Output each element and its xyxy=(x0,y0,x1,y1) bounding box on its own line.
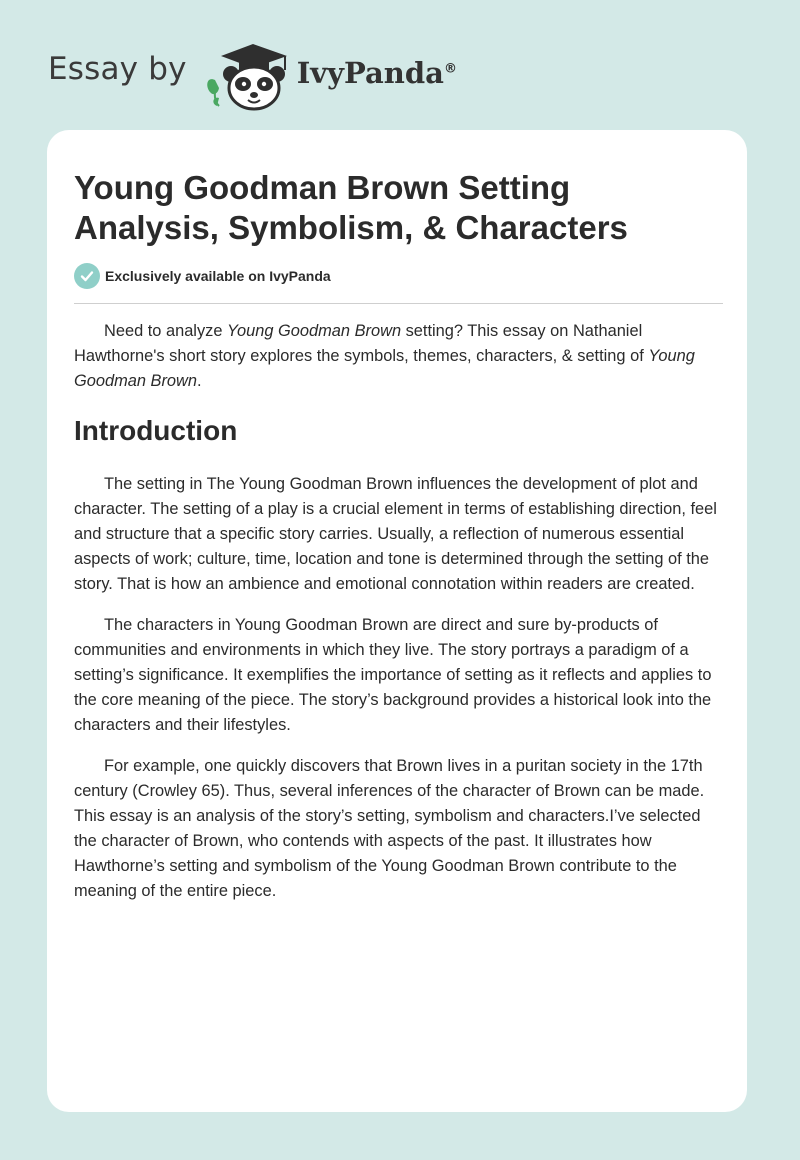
check-circle-icon xyxy=(74,263,100,289)
work-title: Young Goodman Brown xyxy=(74,347,695,390)
essay-card xyxy=(47,130,747,1112)
body-paragraph: The characters in Young Goodman Brown are direct and sure by-products of communities and environments in which they live. The story portrays a paradigm of a setting’s significance. It exemplifies the importance of setting as it reflects and applies to the core meaning of the piece. The story’s background provides a historical look into the characters and their lifestyles. xyxy=(74,616,712,734)
divider xyxy=(74,303,723,304)
essay-body xyxy=(74,319,726,904)
exclusive-badge-label: Exclusively available on IvyPanda xyxy=(105,268,331,284)
intro-paragraph: Need to analyze Young Goodman Brown setting? This essay on Nathaniel Hawthorne's short story explores the symbols, themes, characters, & setting of Young Goodman Brown. xyxy=(74,322,695,390)
work-title: Young Goodman Brown xyxy=(227,322,402,340)
site-logo[interactable] xyxy=(48,36,457,112)
essay-by-label: Essay by xyxy=(48,51,187,87)
exclusive-badge xyxy=(74,263,331,289)
panda-graduate-icon xyxy=(201,36,293,112)
body-paragraph: The setting in The Young Goodman Brown influences the development of plot and character. The setting of a play is a crucial element in terms of establishing direction, feel and structure that a specific story carries. Usually, a reflection of numerous essential aspects of work; culture, time, location and tone is determined through the setting of the story. That is how an ambience and emotional connotation within readers are created. xyxy=(74,475,717,593)
essay-title: Young Goodman Brown Setting Analysis, Symbolism, & Characters xyxy=(74,169,628,246)
brand-name: IvyPanda® xyxy=(296,56,457,90)
ivy-leaf-icon xyxy=(207,79,219,106)
registered-mark: ® xyxy=(443,61,457,77)
section-heading: Introduction xyxy=(74,415,238,446)
body-paragraph: For example, one quickly discovers that Brown lives in a puritan society in the 17th century (Crowley 65). Thus, several inferences of the character of Brown can be made. This essay is an analysis of the story’s setting, symbolism and characters.I’ve selected the character of Brown, who contends with aspects of the past. It illustrates how Hawthorne’s setting and symbolism of the Young Goodman Brown contribute to the meaning of the entire piece. xyxy=(74,757,705,900)
